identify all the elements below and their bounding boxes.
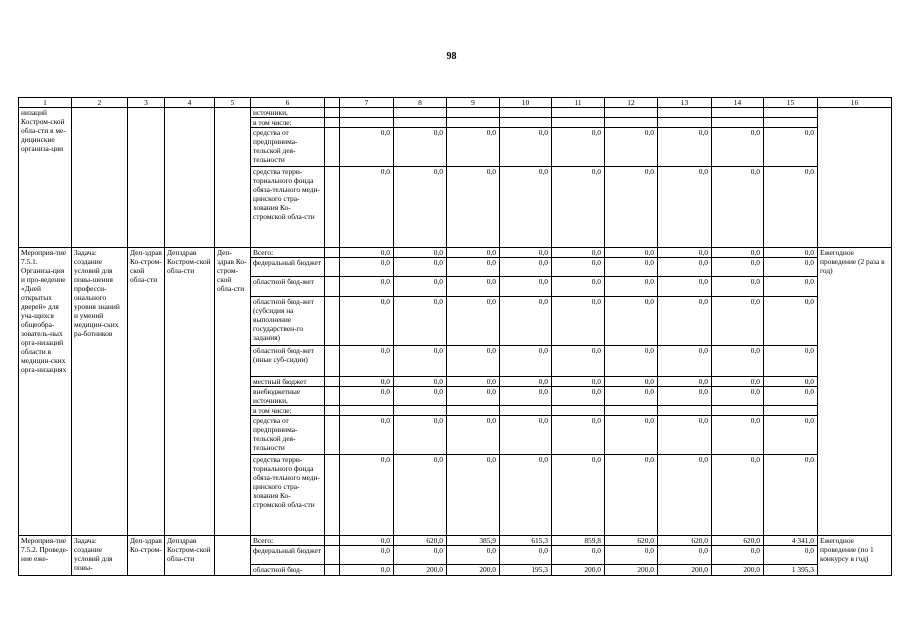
funding-source-label: областной бюд-	[251, 565, 325, 576]
funding-source-label: Всего:	[251, 536, 325, 546]
value-cell: 0,0	[764, 128, 818, 167]
value-cell	[394, 108, 447, 118]
value-cell: 0,0	[394, 248, 447, 258]
value-cell: 0,0	[340, 546, 394, 565]
value-cell: 0,0	[340, 416, 394, 455]
value-cell	[658, 108, 712, 118]
value-cell: 0,0	[394, 258, 447, 277]
value-cell	[658, 406, 712, 416]
value-cell: 0,0	[552, 455, 605, 536]
column-header: 14	[712, 98, 764, 108]
column-header: 15	[764, 98, 818, 108]
value-cell: 0,0	[447, 128, 500, 167]
value-cell: 0,0	[605, 297, 658, 346]
value-cell: 0,0	[605, 258, 658, 277]
measure-cell-col1: Мероприя-тие 7.5.2. Проведе-ние еже-	[19, 536, 72, 576]
table-row	[19, 108, 892, 118]
empty-cell	[128, 108, 165, 248]
budget-table	[18, 97, 892, 576]
spacer-cell	[325, 406, 340, 416]
value-cell: 0,0	[394, 167, 447, 248]
measure-cell-col4: Депздрав Костром-ской обла-сти	[165, 536, 215, 576]
value-cell: 0,0	[394, 416, 447, 455]
value-cell: 0,0	[447, 416, 500, 455]
value-cell: 200,0	[552, 565, 605, 576]
value-cell: 0,0	[552, 297, 605, 346]
value-cell: 0,0	[658, 277, 712, 297]
column-header: 3	[128, 98, 165, 108]
value-cell: 0,0	[764, 455, 818, 536]
value-cell: 0,0	[340, 128, 394, 167]
spacer-cell	[325, 455, 340, 536]
value-cell: 0,0	[712, 387, 764, 406]
value-cell: 385,9	[447, 536, 500, 546]
value-cell: 0,0	[447, 455, 500, 536]
value-cell	[764, 118, 818, 128]
value-cell	[605, 406, 658, 416]
measure-cell-col5: Деп-здрав Ко-стром-ской обла-сти	[215, 248, 251, 536]
value-cell: 200,0	[658, 565, 712, 576]
value-cell: 0,0	[500, 377, 552, 387]
value-cell: 0,0	[764, 297, 818, 346]
value-cell: 0,0	[340, 565, 394, 576]
value-cell: 0,0	[500, 258, 552, 277]
value-cell: 0,0	[394, 546, 447, 565]
measure-cell-col4: Депздрав Костром-ской обла-сти	[165, 248, 215, 536]
value-cell: 0,0	[658, 387, 712, 406]
value-cell: 4 341,0	[764, 536, 818, 546]
empty-cell	[165, 108, 215, 248]
value-cell	[340, 406, 394, 416]
value-cell: 859,8	[552, 536, 605, 546]
value-cell: 0,0	[552, 248, 605, 258]
value-cell: 0,0	[658, 128, 712, 167]
value-cell: 615,3	[500, 536, 552, 546]
funding-source-label: федеральный бюджет	[251, 258, 325, 277]
column-header: 13	[658, 98, 712, 108]
column-header	[325, 98, 340, 108]
value-cell: 0,0	[447, 248, 500, 258]
value-cell: 0,0	[712, 346, 764, 377]
value-cell	[658, 118, 712, 128]
value-cell	[447, 406, 500, 416]
value-cell: 0,0	[712, 416, 764, 455]
value-cell: 0,0	[605, 455, 658, 536]
funding-source-label: средства терри-ториального фонда обяза-тельного меди-цинского стра-хования Ко-стромской обла-сти	[251, 455, 325, 536]
value-cell: 0,0	[500, 455, 552, 536]
value-cell: 0,0	[712, 128, 764, 167]
column-header: 11	[552, 98, 605, 108]
value-cell: 620,0	[658, 536, 712, 546]
value-cell: 0,0	[500, 387, 552, 406]
spacer-cell	[325, 167, 340, 248]
value-cell: 0,0	[340, 346, 394, 377]
value-cell	[712, 406, 764, 416]
value-cell: 0,0	[658, 346, 712, 377]
value-cell: 0,0	[500, 248, 552, 258]
value-cell: 0,0	[712, 277, 764, 297]
value-cell: 0,0	[500, 546, 552, 565]
value-cell: 0,0	[500, 167, 552, 248]
value-cell: 0,0	[340, 387, 394, 406]
funding-source-label: средства терри-ториального фонда обяза-тельного меди-цинского стра-хования Ко-стромской обла-сти	[251, 167, 325, 248]
value-cell: 0,0	[605, 167, 658, 248]
value-cell: 0,0	[552, 167, 605, 248]
funding-source-label: областной бюд-жет (иные суб-сидии)	[251, 346, 325, 377]
value-cell: 0,0	[605, 128, 658, 167]
column-header: 10	[500, 98, 552, 108]
value-cell: 0,0	[340, 377, 394, 387]
spacer-cell	[325, 277, 340, 297]
value-cell: 0,0	[764, 258, 818, 277]
value-cell: 0,0	[552, 258, 605, 277]
spacer-cell	[325, 377, 340, 387]
value-cell	[605, 108, 658, 118]
value-cell: 0,0	[658, 258, 712, 277]
value-cell: 0,0	[500, 277, 552, 297]
notes-cell: Ежегодное проведение (по 1 конкурсу в год)	[818, 536, 892, 576]
value-cell: 0,0	[605, 277, 658, 297]
spacer-cell	[325, 258, 340, 277]
empty-cell	[818, 108, 892, 248]
value-cell: 0,0	[764, 277, 818, 297]
value-cell	[500, 108, 552, 118]
value-cell	[552, 118, 605, 128]
value-cell: 0,0	[764, 546, 818, 565]
value-cell: 200,0	[605, 565, 658, 576]
measure-cell-col2: Задача: создание условий для повы-шения професси-онального уровня знаний и умений медицин-ских ра-ботников	[72, 248, 128, 536]
value-cell: 0,0	[447, 387, 500, 406]
value-cell: 1 395,3	[764, 565, 818, 576]
spacer-cell	[325, 108, 340, 118]
value-cell	[340, 118, 394, 128]
column-header: 2	[72, 98, 128, 108]
value-cell: 0,0	[394, 346, 447, 377]
column-header: 5	[215, 98, 251, 108]
empty-cell	[72, 108, 128, 248]
value-cell: 0,0	[552, 416, 605, 455]
page-number: 98	[446, 51, 457, 62]
value-cell: 0,0	[658, 546, 712, 565]
value-cell: 0,0	[605, 387, 658, 406]
value-cell	[552, 108, 605, 118]
value-cell	[500, 118, 552, 128]
funding-source-label: средства от предпринима-тельской дея-тельности	[251, 416, 325, 455]
funding-source-label: местный бюджет	[251, 377, 325, 387]
value-cell	[712, 108, 764, 118]
value-cell: 0,0	[340, 536, 394, 546]
value-cell: 0,0	[447, 546, 500, 565]
value-cell: 0,0	[658, 248, 712, 258]
value-cell	[500, 406, 552, 416]
value-cell: 0,0	[552, 546, 605, 565]
spacer-cell	[325, 387, 340, 406]
value-cell: 620,0	[394, 536, 447, 546]
spacer-cell	[325, 546, 340, 565]
value-cell: 0,0	[764, 416, 818, 455]
spacer-cell	[325, 297, 340, 346]
measure-cell-col2: Задача: создание условий для повы-	[72, 536, 128, 576]
funding-source-label: областной бюд-жет	[251, 277, 325, 297]
value-cell: 0,0	[447, 297, 500, 346]
value-cell: 0,0	[340, 248, 394, 258]
value-cell: 0,0	[658, 167, 712, 248]
value-cell: 0,0	[658, 416, 712, 455]
value-cell	[712, 118, 764, 128]
value-cell: 0,0	[447, 167, 500, 248]
value-cell: 0,0	[712, 297, 764, 346]
notes-cell: Ежегодное проведение (2 раза в год)	[818, 248, 892, 536]
column-header: 12	[605, 98, 658, 108]
column-header: 4	[165, 98, 215, 108]
value-cell: 620,0	[605, 536, 658, 546]
funding-source-label: источники,	[251, 108, 325, 118]
measure-cell-col3: Деп-здрав Ко-стром-ской обла-сти	[128, 248, 165, 536]
value-cell: 195,3	[500, 565, 552, 576]
column-header: 7	[340, 98, 394, 108]
funding-source-label: средства от предпринима-тельской дея-тельности	[251, 128, 325, 167]
spacer-cell	[325, 346, 340, 377]
value-cell	[447, 108, 500, 118]
spacer-cell	[325, 565, 340, 576]
value-cell: 0,0	[658, 455, 712, 536]
value-cell: 0,0	[552, 346, 605, 377]
spacer-cell	[325, 248, 340, 258]
value-cell: 0,0	[605, 346, 658, 377]
column-header: 9	[447, 98, 500, 108]
measure-cell-col5	[215, 536, 251, 576]
value-cell: 0,0	[394, 455, 447, 536]
empty-cell	[215, 108, 251, 248]
value-cell	[552, 406, 605, 416]
value-cell: 0,0	[447, 258, 500, 277]
value-cell: 0,0	[552, 128, 605, 167]
measure-cell-col3: Деп-здрав Ко-стром-	[128, 536, 165, 576]
value-cell: 0,0	[552, 387, 605, 406]
value-cell: 0,0	[658, 297, 712, 346]
value-cell	[394, 406, 447, 416]
value-cell: 620,0	[712, 536, 764, 546]
value-cell: 0,0	[394, 387, 447, 406]
column-header: 8	[394, 98, 447, 108]
value-cell: 0,0	[552, 277, 605, 297]
funding-source-label: в том числе:	[251, 406, 325, 416]
value-cell	[764, 406, 818, 416]
value-cell: 0,0	[340, 167, 394, 248]
value-cell: 0,0	[712, 167, 764, 248]
funding-source-label: внебюджетные источники,	[251, 387, 325, 406]
value-cell: 0,0	[447, 277, 500, 297]
header-row	[19, 98, 892, 108]
value-cell: 0,0	[764, 346, 818, 377]
measure-cell: низаций Костром-ской обла-сти в ме-дицинские организа-ции	[19, 108, 72, 248]
value-cell: 0,0	[605, 377, 658, 387]
measure-cell-col1: Мероприя-тие 7.5.1. Организа-ция и про-ведение «Дней открытых дверей» для уча-щихся общеобра-зователь-ных орга-низаций области в медицин-ских орга-низациях	[19, 248, 72, 536]
value-cell: 0,0	[552, 377, 605, 387]
funding-source-label: областной бюд-жет (субсидия на выполнение государствен-го задания)	[251, 297, 325, 346]
value-cell	[447, 118, 500, 128]
value-cell: 0,0	[340, 297, 394, 346]
value-cell: 0,0	[764, 248, 818, 258]
spacer-cell	[325, 416, 340, 455]
value-cell: 0,0	[764, 387, 818, 406]
value-cell: 0,0	[712, 258, 764, 277]
value-cell: 200,0	[394, 565, 447, 576]
table-row	[19, 536, 892, 546]
spacer-cell	[325, 128, 340, 167]
table-row	[19, 248, 892, 258]
value-cell: 0,0	[712, 248, 764, 258]
value-cell: 0,0	[500, 297, 552, 346]
spacer-cell	[325, 536, 340, 546]
value-cell: 200,0	[447, 565, 500, 576]
value-cell: 200,0	[712, 565, 764, 576]
value-cell	[605, 118, 658, 128]
funding-source-label: Всего:	[251, 248, 325, 258]
funding-source-label: в том числе:	[251, 118, 325, 128]
spacer-cell	[325, 118, 340, 128]
value-cell: 0,0	[340, 258, 394, 277]
value-cell: 0,0	[394, 277, 447, 297]
value-cell	[340, 108, 394, 118]
value-cell	[764, 108, 818, 118]
column-header: 6	[251, 98, 325, 108]
value-cell: 0,0	[605, 416, 658, 455]
value-cell: 0,0	[605, 546, 658, 565]
value-cell: 0,0	[712, 455, 764, 536]
value-cell: 0,0	[394, 377, 447, 387]
value-cell	[394, 118, 447, 128]
value-cell: 0,0	[447, 346, 500, 377]
value-cell: 0,0	[340, 455, 394, 536]
value-cell: 0,0	[340, 277, 394, 297]
value-cell: 0,0	[394, 128, 447, 167]
funding-source-label: федеральный бюджет	[251, 546, 325, 565]
value-cell: 0,0	[605, 248, 658, 258]
value-cell: 0,0	[447, 377, 500, 387]
value-cell: 0,0	[764, 167, 818, 248]
value-cell: 0,0	[764, 377, 818, 387]
column-header: 16	[818, 98, 892, 108]
value-cell: 0,0	[712, 546, 764, 565]
value-cell: 0,0	[712, 377, 764, 387]
value-cell: 0,0	[500, 416, 552, 455]
column-header: 1	[19, 98, 72, 108]
value-cell: 0,0	[658, 377, 712, 387]
value-cell: 0,0	[500, 128, 552, 167]
value-cell: 0,0	[500, 346, 552, 377]
value-cell: 0,0	[394, 297, 447, 346]
